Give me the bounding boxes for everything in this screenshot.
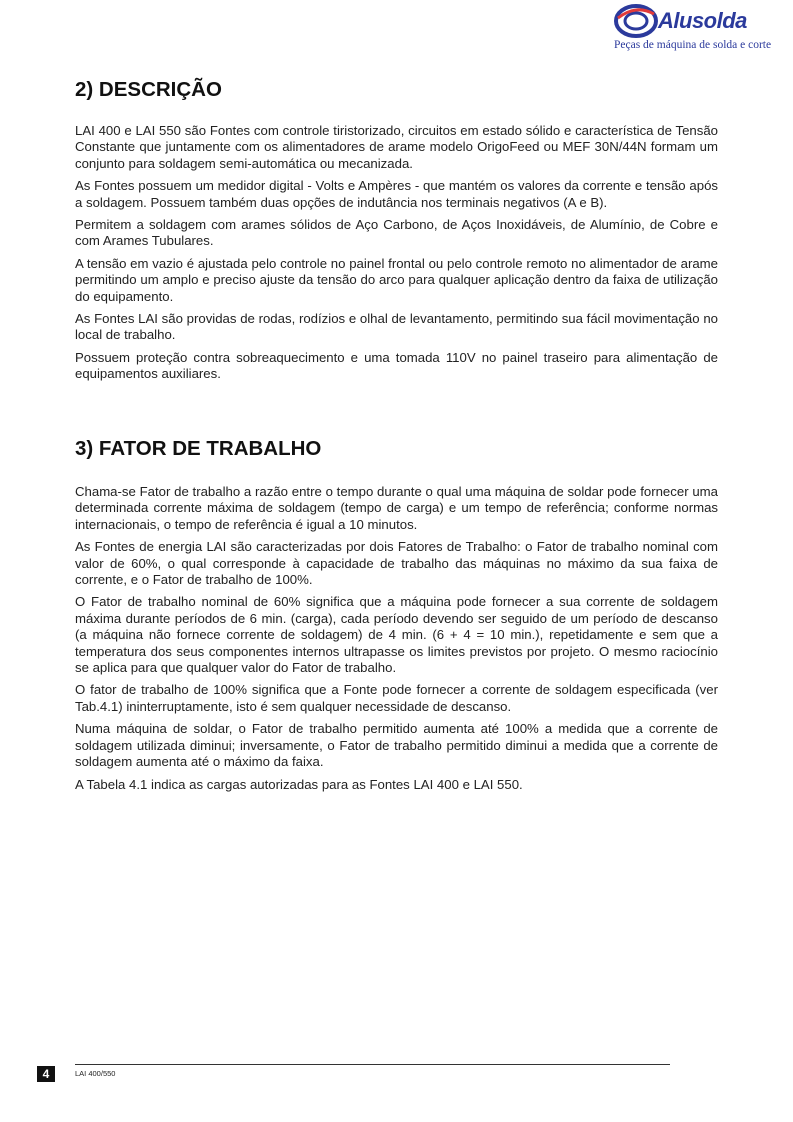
footer-model-label: LAI 400/550 bbox=[75, 1069, 116, 1078]
section-body-fator bbox=[75, 484, 718, 799]
footer-divider bbox=[75, 1064, 670, 1065]
paragraph: Permitem a soldagem com arames sólidos de Aço Carbono, de Aços Inoxidáveis, de Alumínio, de Cobre e com Arames Tubulares. bbox=[75, 217, 718, 249]
paragraph: As Fontes LAI são providas de rodas, rodízios e olhal de levantamento, permitindo sua fácil movimentação no local de trabalho. bbox=[75, 311, 718, 343]
paragraph: Possuem proteção contra sobreaquecimento e uma tomada 110V no painel traseiro para alimentação de equipamentos auxiliares. bbox=[75, 349, 718, 382]
paragraph: A Tabela 4.1 indica as cargas autorizadas para as Fontes LAI 400 e LAI 550. bbox=[75, 776, 523, 792]
section-title-fator: 3) FATOR DE TRABALHO bbox=[75, 437, 322, 460]
page-number: 4 bbox=[37, 1066, 55, 1082]
paragraph: LAI 400 e LAI 550 são Fontes com controle tiristorizado, circuitos em estado sólido e característica de Tensão Constante que juntamente com os alimentadores de arame modelo OrigoFeed ou MEF 30N/44N formam um conjunto para soldagem semi-automática ou mecanizada. bbox=[75, 123, 718, 171]
paragraph: Numa máquina de soldar, o Fator de trabalho permitido aumenta até 100% a medida que a corrente de soldagem utilizada diminui; inversamente, o Fator de trabalho permitido diminui a medida que a corrente de soldagem aumenta até o máximo da faixa. bbox=[75, 721, 718, 770]
paragraph: O Fator de trabalho nominal de 60% significa que a máquina pode fornecer a sua corrente de soldagem máxima durante períodos de 6 min. (carga), cada período devendo ser seguido de um período de descanso (a máquina não fornece corrente de soldagem) de 4 min. (6 + 4 = 10 min.), repetidamente e sem que a temperatura dos seus componentes internos ultrapasse os limites previstos por projeto. O mesmo raciocínio se aplica para que qualquer valor do Fator de trabalho. bbox=[75, 594, 718, 676]
paragraph: A tensão em vazio é ajustada pelo controle no painel frontal ou pelo controle remoto no alimentador de arame permitindo um amplo e preciso ajuste da tensão do arco para qualquer aplicação dentro da faixa de utilização do equipamento. bbox=[75, 255, 718, 304]
alusolda-logo-icon bbox=[614, 4, 658, 38]
logo-tagline: Peças de máquina de solda e corte bbox=[614, 39, 772, 51]
paragraph: As Fontes possuem um medidor digital - Volts e Ampères - que mantém os valores da corrente e tensão após a soldagem. Possuem também duas opções de indutância nos terminais negativos (A e B). bbox=[75, 178, 718, 210]
paragraph: As Fontes de energia LAI são caracterizadas por dois Fatores de Trabalho: o Fator de trabalho nominal com valor de 60%, o qual corresponde à capacidade de trabalho das máquinas no máximo da sua faixa de corrente, e o Fator de trabalho de 100%. bbox=[75, 539, 718, 588]
section-body-descricao bbox=[75, 123, 718, 389]
logo-brand-name: Alusolda bbox=[658, 8, 747, 33]
section-title-descricao: 2) DESCRIÇÃO bbox=[75, 78, 222, 101]
paragraph: Chama-se Fator de trabalho a razão entre o tempo durante o qual uma máquina de soldar pode fornecer uma determinada corrente máxima de soldagem (tempo de carga) e um tempo de referência; conforme normas internacionais, o tempo de referência é igual a 10 minutos. bbox=[75, 484, 718, 532]
brand-logo bbox=[610, 4, 772, 52]
paragraph: O fator de trabalho de 100% significa que a Fonte pode fornecer a corrente de soldagem especificada (ver Tab.4.1) ininterruptamente, isto é sem qualquer necessidade de descanso. bbox=[75, 682, 718, 714]
